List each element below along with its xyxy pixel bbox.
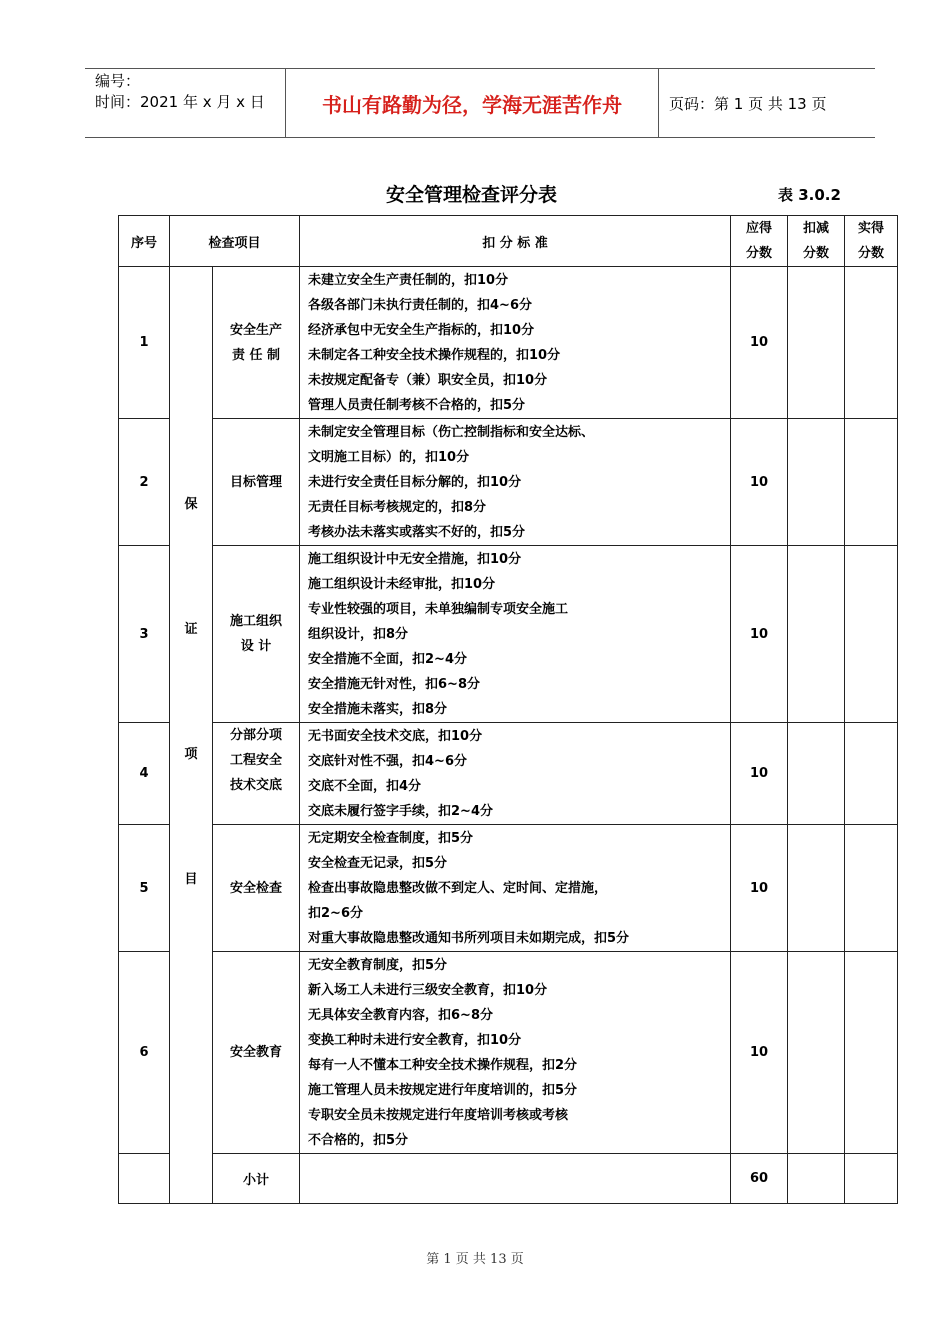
page-info: 页码：第 1 页 共 13 页 — [669, 94, 827, 113]
standard-line: 交底针对性不强，扣4~6分 — [308, 754, 467, 769]
standard-line: 专职安全员未按规定进行年度培训考核或考核 — [308, 1108, 569, 1123]
standard-line: 安全措施不全面，扣2~4分 — [308, 652, 467, 667]
standard-line: 变换工种时未进行安全教育，扣10分 — [308, 1033, 522, 1048]
table-row — [119, 546, 898, 723]
col-seq-header: 序号 — [119, 216, 170, 267]
standard-line: 安全检查无记录，扣5分 — [308, 856, 448, 871]
check-item-line: 设 计 — [240, 639, 272, 654]
standard-line: 检查出事故隐患整改做不到定人、定时间、定措施， — [308, 881, 608, 896]
row-check-item — [213, 267, 300, 419]
category-guarantee-items — [170, 267, 213, 1204]
row-actual-score[interactable] — [845, 419, 898, 546]
row-seq: 2 — [119, 419, 170, 546]
standard-line: 施工组织设计中无安全措施，扣10分 — [308, 552, 522, 567]
document-header — [85, 68, 875, 138]
table-number: 表 3.0.2 — [778, 186, 841, 204]
standard-line: 交底未履行签字手续，扣2~4分 — [308, 804, 493, 819]
standard-line: 未建立安全生产责任制的，扣10分 — [308, 273, 509, 288]
check-item-line: 分部分项 — [230, 728, 283, 743]
standard-line: 安全措施无针对性，扣6~8分 — [308, 677, 480, 692]
row-should-score: 10 — [731, 546, 788, 723]
row-seq: 3 — [119, 546, 170, 723]
row-deduct-score[interactable] — [788, 952, 845, 1154]
row-check-item — [213, 952, 300, 1154]
standard-line: 未按规定配备专（兼）职安全员，扣10分 — [308, 373, 548, 388]
row-actual-score[interactable] — [845, 267, 898, 419]
check-item-line: 技术交底 — [230, 778, 283, 793]
standard-line: 未制定各工种安全技术操作规程的，扣10分 — [308, 348, 561, 363]
standard-line: 管理人员责任制考核不合格的，扣5分 — [308, 398, 526, 413]
check-item-line: 目标管理 — [230, 474, 283, 490]
row-seq: 5 — [119, 825, 170, 952]
standard-line: 安全措施未落实，扣8分 — [308, 702, 448, 717]
standard-line: 无责任目标考核规定的，扣8分 — [308, 500, 487, 515]
category-char: 保 — [184, 497, 198, 512]
standard-line: 各级各部门未执行责任制的，扣4~6分 — [308, 298, 532, 313]
row-actual-score[interactable] — [845, 723, 898, 825]
standard-line: 对重大事故隐患整改通知书所列项目未如期完成，扣5分 — [308, 931, 630, 946]
motto: 书山有路勤为径，学海无涯苦作舟 — [285, 69, 659, 137]
check-item-line: 责 任 制 — [231, 347, 281, 363]
standard-line: 施工管理人员未按规定进行年度培训的，扣5分 — [308, 1083, 578, 1098]
row-should-score: 10 — [731, 419, 788, 546]
table-row — [119, 267, 898, 419]
time-label: 时间：2021 年 x 月 x 日 — [95, 93, 265, 111]
row-seq: 6 — [119, 952, 170, 1154]
row-check-item — [213, 825, 300, 952]
score-table — [118, 215, 898, 1204]
number-label: 编号： — [95, 72, 141, 90]
category-char: 目 — [184, 872, 198, 887]
row-deduct-score[interactable] — [788, 419, 845, 546]
subtotal-standard — [300, 1154, 731, 1204]
col-item-header: 检查项目 — [170, 216, 300, 267]
row-deduct-score[interactable] — [788, 723, 845, 825]
row-deduct-score[interactable] — [788, 267, 845, 419]
col-deduct-header: 扣减 分数 — [788, 216, 845, 267]
standard-line: 未进行安全责任目标分解的，扣10分 — [308, 475, 522, 490]
row-deduct-score[interactable] — [788, 546, 845, 723]
page-title: 安全管理检查评分表 — [386, 184, 558, 206]
subtotal-label: 小计 — [213, 1154, 300, 1204]
table-row — [119, 825, 898, 952]
row-seq: 4 — [119, 723, 170, 825]
category-char: 项 — [184, 747, 198, 762]
standard-line: 组织设计，扣8分 — [308, 627, 409, 642]
standard-line: 每有一人不懂本工种安全技术操作规程，扣2分 — [308, 1058, 578, 1073]
standard-line: 文明施工目标）的，扣10分 — [308, 450, 470, 465]
table-row — [119, 723, 898, 825]
row-deduction-standard — [300, 952, 731, 1154]
standard-line: 未制定安全管理目标（伤亡控制指标和安全达标、 — [308, 425, 595, 440]
row-check-item — [213, 546, 300, 723]
row-actual-score[interactable] — [845, 546, 898, 723]
check-item-line: 施工组织 — [230, 614, 283, 629]
standard-line: 无定期安全检查制度，扣5分 — [308, 831, 474, 846]
standard-line: 扣2~6分 — [308, 906, 363, 921]
subtotal-row — [119, 1154, 898, 1204]
col-should-score-header: 应得 分数 — [731, 216, 788, 267]
standard-line: 考核办法未落实或落实不好的，扣5分 — [308, 525, 526, 540]
subtotal-actual[interactable] — [845, 1154, 898, 1204]
table-header-row — [119, 216, 898, 267]
standard-line: 不合格的，扣5分 — [308, 1133, 409, 1148]
row-deduction-standard — [300, 419, 731, 546]
standard-line: 新入场工人未进行三级安全教育，扣10分 — [308, 983, 548, 998]
check-item-line: 安全教育 — [230, 1045, 283, 1060]
table-row — [119, 419, 898, 546]
row-check-item — [213, 723, 300, 825]
row-should-score: 10 — [731, 267, 788, 419]
subtotal-seq — [119, 1154, 170, 1204]
check-item-line: 安全检查 — [230, 880, 283, 896]
standard-line: 无具体安全教育内容，扣6~8分 — [308, 1008, 493, 1023]
standard-line: 经济承包中无安全生产指标的，扣10分 — [308, 323, 535, 338]
col-actual-header: 实得 分数 — [845, 216, 898, 267]
row-deduct-score[interactable] — [788, 825, 845, 952]
col-standard-header: 扣 分 标 准 — [300, 216, 731, 267]
row-actual-score[interactable] — [845, 952, 898, 1154]
row-deduction-standard — [300, 546, 731, 723]
standard-line: 专业性较强的项目，未单独编制专项安全施工 — [308, 602, 569, 617]
standard-line: 无安全教育制度，扣5分 — [308, 958, 448, 973]
row-actual-score[interactable] — [845, 825, 898, 952]
table-row — [119, 952, 898, 1154]
row-deduction-standard — [300, 825, 731, 952]
page-footer: 第 1 页 共 13 页 — [426, 1252, 524, 1267]
header-meta — [85, 69, 285, 137]
row-should-score: 10 — [731, 723, 788, 825]
standard-line: 施工组织设计未经审批，扣10分 — [308, 577, 496, 592]
category-char: 证 — [184, 622, 198, 637]
row-seq: 1 — [119, 267, 170, 419]
row-check-item — [213, 419, 300, 546]
subtotal-score: 60 — [731, 1154, 788, 1204]
standard-line: 交底不全面，扣4分 — [308, 779, 422, 794]
row-deduction-standard — [300, 267, 731, 419]
row-should-score: 10 — [731, 825, 788, 952]
standard-line: 无书面安全技术交底，扣10分 — [308, 729, 483, 744]
check-item-line: 安全生产 — [230, 322, 283, 338]
check-item-line: 工程安全 — [230, 753, 283, 768]
row-deduction-standard — [300, 723, 731, 825]
row-should-score: 10 — [731, 952, 788, 1154]
subtotal-deduct[interactable] — [788, 1154, 845, 1204]
